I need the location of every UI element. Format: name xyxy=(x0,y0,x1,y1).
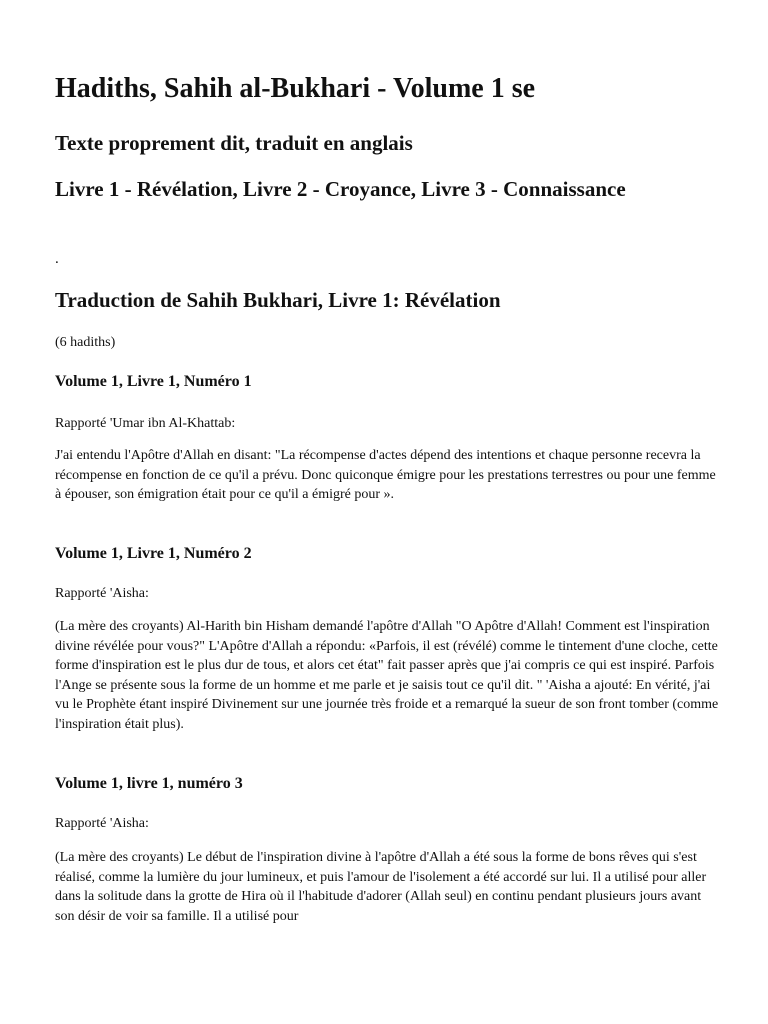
hadith-text: J'ai entendu l'Apôtre d'Allah en disant: "La récompense d'actes dépend des intentions et chaque personne recevra la récompense en fonction de ce qu'il a prévu. Donc quiconque émigre pour les prestations terrestres ou pour une femme à épouser, son émigration était pour ce qu'il a émigré pour ». xyxy=(55,448,716,503)
books-heading: Livre 1 - Révélation, Livre 2 - Croyance, Livre 3 - Connaissance xyxy=(55,177,626,201)
hadith-text: (La mère des croyants) Le début de l'inspiration divine à l'apôtre d'Allah a été sous la forme de bons rêves qui s'est réalisé, comme la lumière du jour lumineux, et puis l'amour de l'isolement a été accordé sur lui. Il a utilisé pour aller dans la solitude dans la grotte de Hira où il l'habitude d'adorer (Allah seul) en continu pendant plusieurs jours avant son désir de voir sa famille. Il a utilisé pour xyxy=(55,850,707,924)
document-subtitle: Texte proprement dit, traduit en anglais xyxy=(55,131,413,155)
separator: . xyxy=(55,251,59,267)
hadith-heading: Volume 1, livre 1, numéro 3 xyxy=(55,775,243,792)
hadith-count: (6 hadiths) xyxy=(55,335,116,350)
hadith-narrator: Rapporté 'Aisha: xyxy=(55,586,149,601)
document-title: Hadiths, Sahih al-Bukhari - Volume 1 se xyxy=(55,73,536,104)
section-title: Traduction de Sahih Bukhari, Livre 1: Révélation xyxy=(55,288,501,312)
hadith-text: (La mère des croyants) Al-Harith bin Hisham demandé l'apôtre d'Allah "O Apôtre d'Allah! Comment est l'inspiration divine révélée pour vous?" L'Apôtre d'Allah a répondu: «Parfois, il est (révélé) comme le tintement d'une cloche, cette forme d'inspiration est le plus dur de tous, et alors cet état" fait passer après que j'ai compris ce qui est inspiré. Parfois l'Ange se présente sous la forme de un homme et me parle et je saisis tout ce qu'il dit. " 'Aisha a ajouté: En vérité, j'ai vu le Prophète étant inspiré Divinement sur une journée très froide et a remarqué la sueur de son front tomber (comme l'inspiration était plus). xyxy=(55,619,719,732)
hadith-heading: Volume 1, Livre 1, Numéro 2 xyxy=(55,545,252,562)
hadith-heading: Volume 1, Livre 1, Numéro 1 xyxy=(55,373,252,390)
hadith-narrator: Rapporté 'Aisha: xyxy=(55,816,149,831)
hadith-narrator: Rapporté 'Umar ibn Al-Khattab: xyxy=(55,416,236,431)
